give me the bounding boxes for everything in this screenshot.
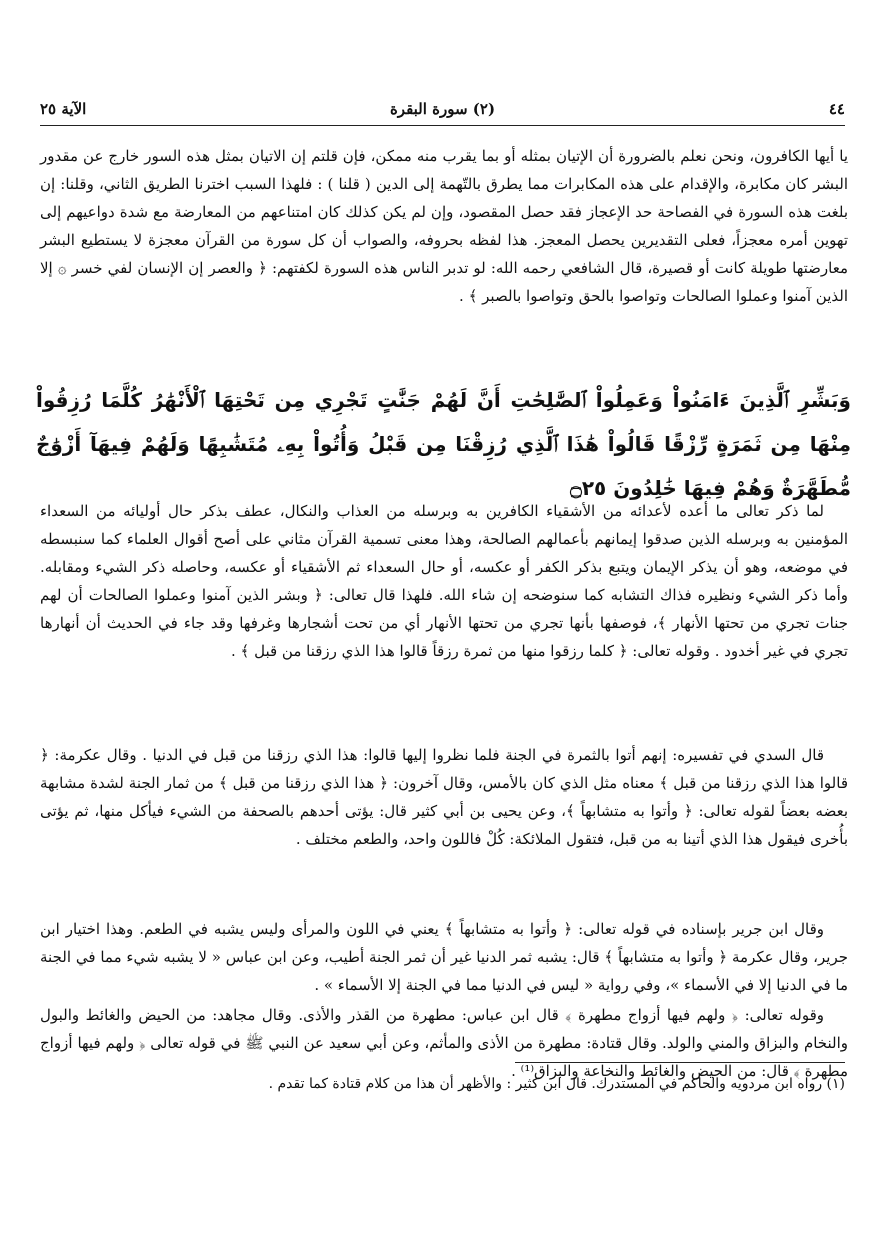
paragraph-5: وقوله تعالى: ﴿ ولهم فيها أزواج مطهرة ﴾ قال ابن عباس: مطهرة من القذر والأذى. وقال مجاهد: من الحيض والغائط والبول والنخام والبزاق والمني والولد. وقال قتادة: مطهرة من الأذى والمأثم، وعن أبي سعيد عن النبي ﷺ في قوله تعالى ﴿ ولهم فيها أزواج مطهرة ﴾ قال: من الحيض والغائط والنخاعة والبزاق⁽¹⁾ . — [40, 1006, 849, 1080]
footnote: (١) رواه ابن مردويه والحاكم في المستدرك. قال ابن كثير : والأظهر أن هذا من كلام قتادة كما تقدم . — [268, 1076, 845, 1092]
surah-title: (٢) سورة البقرة — [389, 100, 496, 118]
quran-verse: وَبَشِّرِ ٱلَّذِينَ ءَامَنُواْ وَعَمِلُواْ ٱلصَّٰلِحَٰتِ أَنَّ لَهُمْ جَنَّٰتٍ تَجْرِي مِن تَحْتِهَا ٱلْأَنْهَٰرُ كُلَّمَا رُزِقُواْ مِنْهَا مِن ثَمَرَةٍ رِّزْقًا قَالُواْ هَٰذَا ٱلَّذِي رُزِقْنَا مِن قَبْلُ وَأُتُواْ بِهِۦ مُتَشَٰبِهًا وَلَهُمْ فِيهَآ أَزْوَٰجٌ مُّطَهَّرَةٌ وَهُمْ فِيهَا خَٰلِدُونَ ۝٢٥ — [36, 388, 851, 500]
paragraph-3: قال السدي في تفسيره: إنهم أتوا بالثمرة في الجنة فلما نظروا إليها قالوا: هذا الذي رزقنا من قبل في الدنيا . وقال عكرمة: ﴿ قالوا هذا الذي رزقنا من قبل ﴾ معناه مثل الذي كان بالأمس، وقال آخرون: ﴿ هذا الذي رزقنا من قبل ﴾ من ثمار الجنة لشدة مشابهة بعضه بعضاً لقوله تعالى: ﴿ وأتوا به متشابهاً ﴾، وعن يحيى بن أبي كثير قال: يؤتى أحدهم بالصحفة من الشيء فيأكل منها، ثم يؤتى بأُخرى فيقول هذا الذي أتينا به من قبل، فتقول الملائكة: كُلْ فاللون واحد، والطعم مختلف . — [40, 746, 848, 848]
page-header — [40, 98, 845, 124]
paragraph-2: لما ذكر تعالى ما أعده لأعدائه من الأشقياء الكافرين به وبرسله من العذاب والنكال، عطف بذكر حال أوليائه من السعداء المؤمنين به وبرسله الذين صدقوا إيمانهم بأعمالهم الصالحة، وهذا معنى تسمية القرآن مثاني على أصح أقوال العلماء كما سنبسطه في موضعه، وهو أن يذكر الإيمان ويتبع بذكر الكفر أو عكسه، أو حال السعداء ثم الأشقياء أو عكسه، وحاصله ذكر الشيء ومقابله. وأما ذكر الشيء ونظيره فذاك التشابه كما سنوضحه إن شاء الله. فلهذا قال تعالى: ﴿ وبشر الذين آمنوا وعملوا الصالحات أن لهم جنات تجري من تحتها الأنهار ﴾، فوصفها بأنها تجري من تحتها الأنهار أي من تحت أشجارها وغرفها وقد جاء في الحديث أن أنهارها تجري في غير أخدود . وقوله تعالى: ﴿ كلما رزقوا منها من ثمرة رزقاً قالوا هذا الذي رزقنا من قبل ﴾ . — [40, 502, 848, 660]
paragraph-1: يا أيها الكافرون، ونحن نعلم بالضرورة أن الإتيان بمثله أو بما يقرب منه ممكن، فإن قلتم إن الاتيان بمثل هذه السور خارج عن مقدور البشر كان مكابرة، والإقدام على هذه المكابرات مما يطرق بالتّهمة إلى الدين ( قلنا ) : فلهذا السبب اخترنا الطريق الثاني، وقلنا: إن بلغت هذه السورة في الفصاحة حد الإعجاز فقد حصل المقصود، وإن لم يكن كذلك كان امتناعهم من المعارضة مع شدة دواعيهم إلى تهوين أمره معجزاً، فعلى التقديرين يحصل المعجز. هذا لفظه بحروفه، والصواب أن كل سورة من القرآن معجزة لا يستطيع البشر معارضتها طويلة كانت أو قصيرة، قال الشافعي رحمه الله: لو تدبر الناس هذه السورة لكفتهم: ﴿ والعصر إن الإنسان لفي خسر ۞ إلا الذين آمنوا وعملوا الصالحات وتواصوا بالحق وتواصوا بالصبر ﴾ . — [40, 147, 849, 305]
footnote-divider — [515, 1062, 845, 1063]
verse-label: الآية ٢٥ — [40, 100, 87, 118]
page-number: ٤٤ — [828, 100, 845, 118]
header-divider — [40, 125, 845, 126]
paragraph-4: وقال ابن جرير بإسناده في قوله تعالى: ﴿ وأتوا به متشابهاً ﴾ يعني في اللون والمرأى وليس يشبه في الطعم. وهذا اختيار ابن جرير، وقال عكرمة ﴿ وأتوا به متشابهاً ﴾ قال: يشبه ثمر الدنيا غير أن ثمر الجنة أطيب، وعن ابن عباس « لا يشبه شيء مما في الجنة ما في الدنيا إلا في الأسماء »، وفي رواية « ليس في الدنيا مما في الجنة إلا الأسماء » . — [40, 920, 848, 994]
